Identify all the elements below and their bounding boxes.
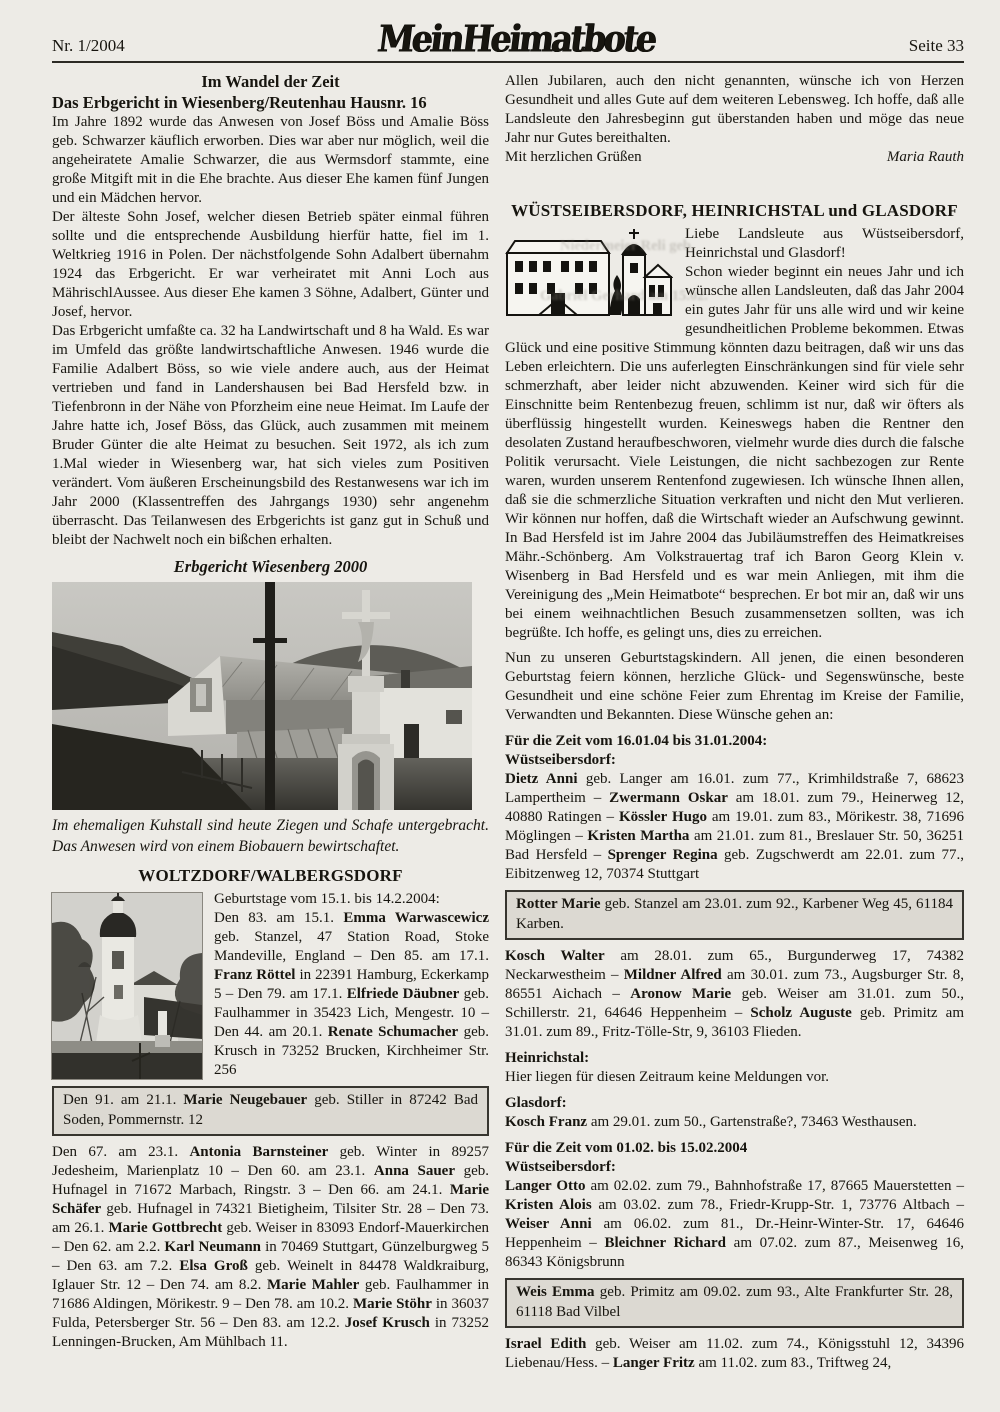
village-building-and-church-clipart	[505, 229, 673, 319]
print-bleed-text: Niedermeier Reli geb.	[560, 238, 695, 254]
place-label-glasdorf: Glasdorf:	[505, 1095, 567, 1111]
photo-title: Erbgericht Wiesenberg 2000	[173, 557, 368, 576]
letter-salutation: Liebe Landsleute aus Wüstseibersdorf, Heinrichstal und Glasdorf!	[685, 226, 964, 261]
woltzdorf-birthdays	[52, 890, 489, 1352]
church-photo-graphic	[52, 893, 202, 1079]
section-title-woltzdorf: WOLTZDORF/WALBERGSDORF	[138, 866, 403, 885]
photo-caption: Im ehemaligen Kuhstall sind heute Ziegen und Schafe untergebracht. Das Anwesen wird von einem Biobauern bewirtschaftet.	[52, 817, 489, 855]
section-title-wuestseibersdorf: WÜSTSEIBERSDORF, HEINRICHSTAL und GLASDORF	[511, 201, 958, 220]
birthday-entries: Dietz Anni geb. Langer am 16.01. zum 77., Krimhildstraße 7, 68623 Lampertheim – Zwermann Oskar am 18.01. zum 79., Heinerweg 12, 40880 Ratingen – Kössler Hugo am 19.01. zum 83., Mörikestr. 38, 71696 Möglingen – Kristen Martha am 21.01. zum 81., Breslauer Str. 50, 36251 Bad Hersfeld – Sprenger Regina geb. Zugschwerdt am 22.01. zum 77., Eibitzenweg 12, 70374 Stuttgart	[505, 771, 965, 882]
right-column	[505, 72, 964, 1373]
birthday-highlight-box: Den 91. am 21.1. Marie Neugebauer geb. Stiller in 87242 Bad Soden, Pommernstr. 12	[52, 1086, 489, 1136]
body-paragraph: Das Erbgericht umfaßte ca. 32 ha Landwirtschaft und 8 ha Wald. Es war im Umfeld das größte landwirtschaftliche Anwesen. 1946 wurde die Familie Adalbert Böss, so wie viele andere auch, aus der Heimat vertrieben und fand in Landershausen bei Bad Hersfeld bzw. in Tiefenbronn in der Nähe von Pforzheim eine neue Heimat. Im Laufe der Jahre hatte ich, Josef Böss, das Glück, auch zusammen mit meinem Bruder Günter die alte Heimat zu besuchen. Seit 1972, als ich zum 1.Mal wieder in Wiesenberg war, hat sich vieles zum Positiven verändert. Vom äußeren Erscheinungsbild des Restanwesens war ich im Jahr 2000 (Klassentreffen des Jahrgangs 1930) sehr angenehm überrascht. Das Teilanwesen des Erbgerichts ist ganz gut in Schuß und bleibt der Nachwelt noch ein bißchen erhalten.	[52, 323, 489, 548]
closing-line: Mit herzlichen Grüßen	[505, 149, 642, 165]
birthday-entries: Kosch Franz am 29.01. zum 50., Gartenstraße?, 73463 Westhausen.	[505, 1114, 917, 1130]
farm-photo-graphic	[52, 582, 472, 810]
birthday-entries: Den 67. am 23.1. Antonia Barnsteiner geb. Winter in 89257 Jedesheim, Marienplatz 10 – Den 60. am 23.1. Anna Sauer geb. Hufnagel in 71672 Marbach, Ringstr. 3 – Den 66. am 24.1. Marie Schäfer geb. Hufnagel in 74321 Bietigheim, Tilsiter Str. 28 – Den 73. am 26.1. Marie Gottbrecht geb. Weiser in 83093 Endorf-Mauerkirchen – Den 62. am 2.2. Karl Neumann in 70469 Stuttgart, Günzelburgweg 5 – Den 63. am 7.2. Elsa Groß geb. Weinelt in 84478 Waldkraiburg, Iglauer Str. 12 – Den 74. am 8.2. Marie Mahler geb. Faulhammer in 71686 Aldingen, Mörikestr. 9 – Den 78. am 10.2. Marie Stöhr in 36037 Fulda, Petersberger Str. 56 – Den 83. am 12.2. Josef Krusch in 73252 Lenningen-Brucken, Am Mühlbach 11.	[52, 1144, 490, 1350]
page-number: Seite 33	[908, 36, 964, 55]
woltzdorf-church-photo	[52, 893, 202, 1079]
signature-name: Maria Rauth	[886, 149, 964, 165]
place-label-heinrichstal: Heinrichstal:	[505, 1050, 590, 1066]
page-header	[52, 16, 964, 63]
article-title: Das Erbgericht in Wiesenberg/Reutenhau Hausnr. 16	[52, 93, 427, 112]
birthday-intro-paragraph: Nun zu unseren Geburtstagskindern. All jenen, die einen besonderen Geburtstag feiern können, herzliche Glück- und Segenswünsche, beste Gesundheit und eine schöne Feier zum Ehrentag im Kreise der Familie, Verwandten und Bekannten. Diese Wünsche gehen an:	[505, 650, 964, 723]
clipart-graphic	[505, 229, 673, 319]
heinrichstal-note: Hier liegen für diesen Zeitraum keine Meldungen vor.	[505, 1069, 830, 1085]
jubilare-paragraph: Allen Jubilaren, auch den nicht genannten, wünsche ich von Herzen Gesundheit und alles Gute auf dem weiteren Lebensweg. Ich hoffe, daß alle Landsleute den Jahresbeginn gut überstanden haben und möge das neue Jahr nur Gutes bereithalten.	[505, 73, 964, 146]
place-label-wuestseibersdorf2: Wüstseibersdorf:	[505, 1159, 616, 1175]
birthday-entries: Israel Edith geb. Weiser am 11.02. zum 74., Königsstuhl 12, 34396 Liebenau/Hess. – Langer Fritz am 11.02. zum 83., Triftweg 24,	[505, 1336, 965, 1371]
birthday-highlight-box: Weis Emma geb. Primitz am 09.02. zum 93., Alte Frankfurter Str. 28, 61118 Bad Vilbel	[505, 1278, 964, 1328]
wuestseibersdorf-letter	[505, 225, 964, 643]
print-bleed-text: Gabriel Gerhard am 15.02.	[540, 288, 708, 304]
place-label-wuestseibersdorf: Wüstseibersdorf:	[505, 752, 616, 768]
birthday-intro: Geburtstage vom 15.1. bis 14.2.2004:	[214, 891, 440, 907]
farm-crucifix-photo	[52, 582, 472, 810]
issue-number: Nr. 1/2004	[52, 36, 125, 55]
letter-body: Schon wieder beginnt ein neues Jahr und ich wünsche allen Landsleuten, daß das Jahr 2004 ein gutes Jahr für uns alle wird und wir keine gesundheitlichen Probleme bekommen. Etwas Glück und eine positive Stimmung könnten dazu beitragen, daß wir uns das Leben erleichtern. Die uns auferlegten Einschränkungen sind für viele sehr schmerzhaft, aber leider nicht abzuwenden. Keiner wird sich für die Einschnitte beim Rentenbezug freuen, schlimm ist nur, daß wir öfters als überflüssig hingestellt wurden. Keineswegs haben die Rentner den desolaten Zustand heraufbeschworen, vielmehr wurde dies durch die falsche Politik verursacht. Viele Leistungen, die nicht sachbezogen zur Rente waren, wurden unserem Rentenfond zugewiesen. Ich wünsche Ihnen allen, daß sie die schmerzliche Situation verkraften und nicht den Mut verlieren. Wir können nur hoffen, daß die Wirtschaft wieder an Aufschwung gewinnt. In Bad Hersfeld ist im Jahre 2004 das Jubiläumstreffen des Heimatkreises Mähr.-Schönberg. Am Volkstrauertag traf ich Baron Georg Klein v. Wisenberg in Bad Hersfeld und es war mein Anliegen, mit ihm die Vereinigung des „Mein Heimatbote“ besprechen. Er bot mir an, daß wir uns bei einem weihnachtlichen Besuch zusammensetzen sollten, was ich begrüßte. Ich hoffe, es gelingt uns, dies zu erreichen.	[505, 264, 964, 641]
birthday-highlight-box: Rotter Marie geb. Stanzel am 23.01. zum 92., Karbener Weg 45, 61184 Karben.	[505, 890, 964, 940]
left-column	[52, 72, 489, 1373]
body-paragraph: Im Jahre 1892 wurde das Anwesen von Josef Böss und Amalie Böss geb. Schwarzer käuflich erworben. Dies war aber nur möglich, weil die angeheiratete Amalie Schwarzer, die aus Wermsdorf stammte, eine große Mitgift mit in die Ehe brachte. Aus dieser Ehe kamen fünf Jungen und ein Mädchen hervor.	[52, 114, 489, 206]
masthead-title: MeinHeimatbote	[375, 16, 658, 61]
article-kicker: Im Wandel der Zeit	[201, 72, 340, 91]
birthday-entries: Langer Otto am 02.02. zum 79., Bahnhofstraße 17, 87665 Mauerstetten – Kristen Alois am 03.02. zum 78., Friedr-Krupp-Str. 1, 73776 Altbach – Weiser Anni am 06.02. zum 81., Dr.-Heinr-Winter-Str. 17, 64646 Heppenheim – Bleichner Richard am 07.02. zum 87., Meisenweg 16, 86343 Königsbrunn	[505, 1178, 964, 1270]
body-paragraph: Der älteste Sohn Josef, welcher diesen Betrieb später einmal führen sollte und die entsprechende Ausbildung hierfür hatte, fiel im 1. Weltkrieg 1916 in Polen. Der nächstfolgende Sohn Adalbert übernahm 1924 das Erbgericht. Er war verheiratet mit Anni Loch aus MährischlAussee. Aus dieser Ehe kamen 3 Söhne, Adalbert, Günter und Josef, hervor.	[52, 209, 489, 320]
period2-title: Für die Zeit vom 01.02. bis 15.02.2004	[505, 1140, 748, 1156]
two-column-layout	[52, 72, 964, 1373]
birthday-entries: Kosch Walter am 28.01. zum 65., Burgunderweg 17, 74382 Neckarwestheim – Mildner Alfred am 30.01. zum 73., Augsburger Str. 8, 86551 Aichach – Aronow Marie geb. Weiser am 31.01. zum 50., Schillerstr. 21, 64646 Heppenheim – Scholz Auguste geb. Primitz am 31.01. zum 89., Fritz-Tölle-Str, 9, 36103 Flieden.	[505, 948, 965, 1040]
period1-title: Für die Zeit vom 16.01.04 bis 31.01.2004:	[505, 733, 768, 749]
signature-row	[505, 148, 964, 167]
birthday-entries: Den 83. am 15.1. Emma Warwascewicz geb. Stanzel, 47 Station Road, Stoke Mandeville, England – Den 85. am 17.1. Franz Röttel in 22391 Hamburg, Eckerkamp 5 – Den 79. am 17.1. Elfriede Däubner geb. Faulhammer in 35423 Lich, Mengestr. 10 – Den 44. am 20.1. Renate Schumacher geb. Krusch in 73252 Brucken, Kirchheimer Str. 256	[214, 910, 489, 1078]
